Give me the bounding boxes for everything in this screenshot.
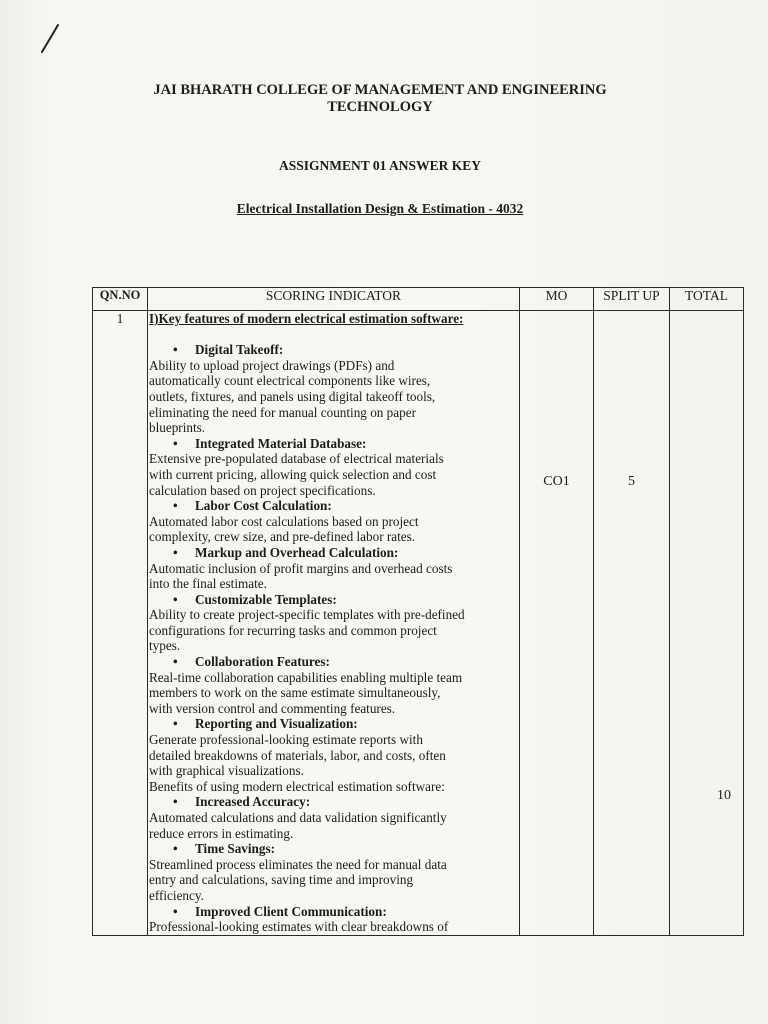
bullet-dot-icon: • [173,794,178,810]
description-line: efficiency. [149,887,204,903]
bullet-dot-icon: • [173,716,178,732]
split-up-value: 5 [628,474,635,489]
description-line: Automated calculations and data validation significantly [149,810,447,825]
total-cell [670,311,744,936]
description-line: types. [149,638,181,654]
description-line: with version control and commenting features. [149,700,396,716]
description-line: complexity, crew size, and pre-defined labor rates. [149,529,416,545]
feature-bullet [149,342,519,358]
description-line: with graphical visualizations. [149,763,304,779]
description-line: automatically count electrical components like wires, [149,373,431,389]
table-row [93,311,744,936]
description-line: Extensive pre-populated database of electrical materials [149,451,444,467]
description-line: members to work on the same estimate simultaneously, [149,685,441,701]
description-line: detailed breakdowns of materials, labor, and costs, often [149,747,446,763]
college-name-line2: TECHNOLOGY [327,99,433,115]
bullet-dot-icon: • [173,654,178,670]
description-line: Ability to create project-specific templates with pre-defined [149,607,465,623]
description-line: Automatic inclusion of profit margins and overhead costs [149,560,453,576]
description-line: reduce errors in estimating. [149,825,294,841]
mo-value: CO1 [543,474,570,489]
total-value: 10 [717,788,731,803]
description-line: calculation based on project specifications. [149,482,376,498]
description-line: Streamlined process eliminates the need for manual data [149,856,447,872]
feature-title: Integrated Material Database: [195,435,367,451]
answer-key-table [92,287,744,936]
description-line: outlets, fixtures, and panels using digital takeoff tools, [149,388,436,404]
description-line: Professional-looking estimates with clear breakdowns of [149,919,449,935]
feature-bullet [149,545,519,561]
feature-title: Digital Takeoff: [195,342,284,358]
subject-title: Electrical Installation Design & Estimation - 4032 [236,201,524,216]
bullet-dot-icon: • [173,435,178,451]
pen-slash-mark [36,22,66,56]
feature-bullet [149,904,519,920]
description-line: Automated labor cost calculations based on project [149,513,419,529]
feature-bullet [149,716,519,732]
header-total: TOTAL [670,288,744,311]
feature-bullet [149,841,519,857]
header-mo: MO [520,288,594,311]
bullet-dot-icon: • [173,544,178,560]
description-line: with current pricing, allowing quick selection and cost [149,466,437,482]
feature-bullet [149,794,519,810]
description-line: into the final estimate. [149,576,267,592]
feature-title: Labor Cost Calculation: [195,498,332,514]
feature-title: Customizable Templates: [195,591,337,607]
feature-title: Improved Client Communication: [195,903,387,919]
header-qn-no: QN.NO [93,288,148,311]
feature-bullet [149,654,519,670]
feature-bullet [149,498,519,514]
description-line: eliminating the need for manual counting on paper [149,404,416,420]
section-heading: I)Key features of modern electrical estimation software: [149,311,464,326]
feature-bullet [149,436,519,452]
scoring-indicator-text [148,311,519,935]
bullet-dot-icon: • [173,591,178,607]
description-line: Benefits of using modern electrical estimation software: [149,778,445,794]
feature-title: Increased Accuracy: [195,794,311,810]
feature-title: Time Savings: [195,841,275,857]
header-split-up: SPLIT UP [594,288,670,311]
description-line: configurations for recurring tasks and common project [149,622,437,638]
description-line: Ability to upload project drawings (PDFs) and [149,357,395,373]
bullet-dot-icon: • [173,498,178,514]
bullet-dot-icon: • [173,342,178,358]
college-name-line1: JAI BHARATH COLLEGE OF MANAGEMENT AND ENGINEERING [153,82,607,98]
feature-bullet [149,592,519,608]
description-line: blueprints. [149,420,206,436]
assignment-title: ASSIGNMENT 01 ANSWER KEY [279,158,481,173]
blank-line [149,327,519,343]
table-header-row [93,288,744,311]
scoring-indicator-cell [148,311,520,936]
feature-title: Reporting and Visualization: [195,716,358,732]
question-number: 1 [93,311,148,936]
description-line: Generate professional-looking estimate reports with [149,732,423,748]
split-up-cell [594,311,670,936]
college-name [120,82,640,116]
bullet-dot-icon: • [173,903,178,919]
description-line: Real-time collaboration capabilities enabling multiple team [149,669,463,685]
header-scoring-indicator: SCORING INDICATOR [148,288,520,311]
feature-title: Markup and Overhead Calculation: [195,544,399,560]
description-line: entry and calculations, saving time and improving [149,872,414,888]
feature-title: Collaboration Features: [195,654,330,670]
bullet-dot-icon: • [173,841,178,857]
mo-cell [520,311,594,936]
